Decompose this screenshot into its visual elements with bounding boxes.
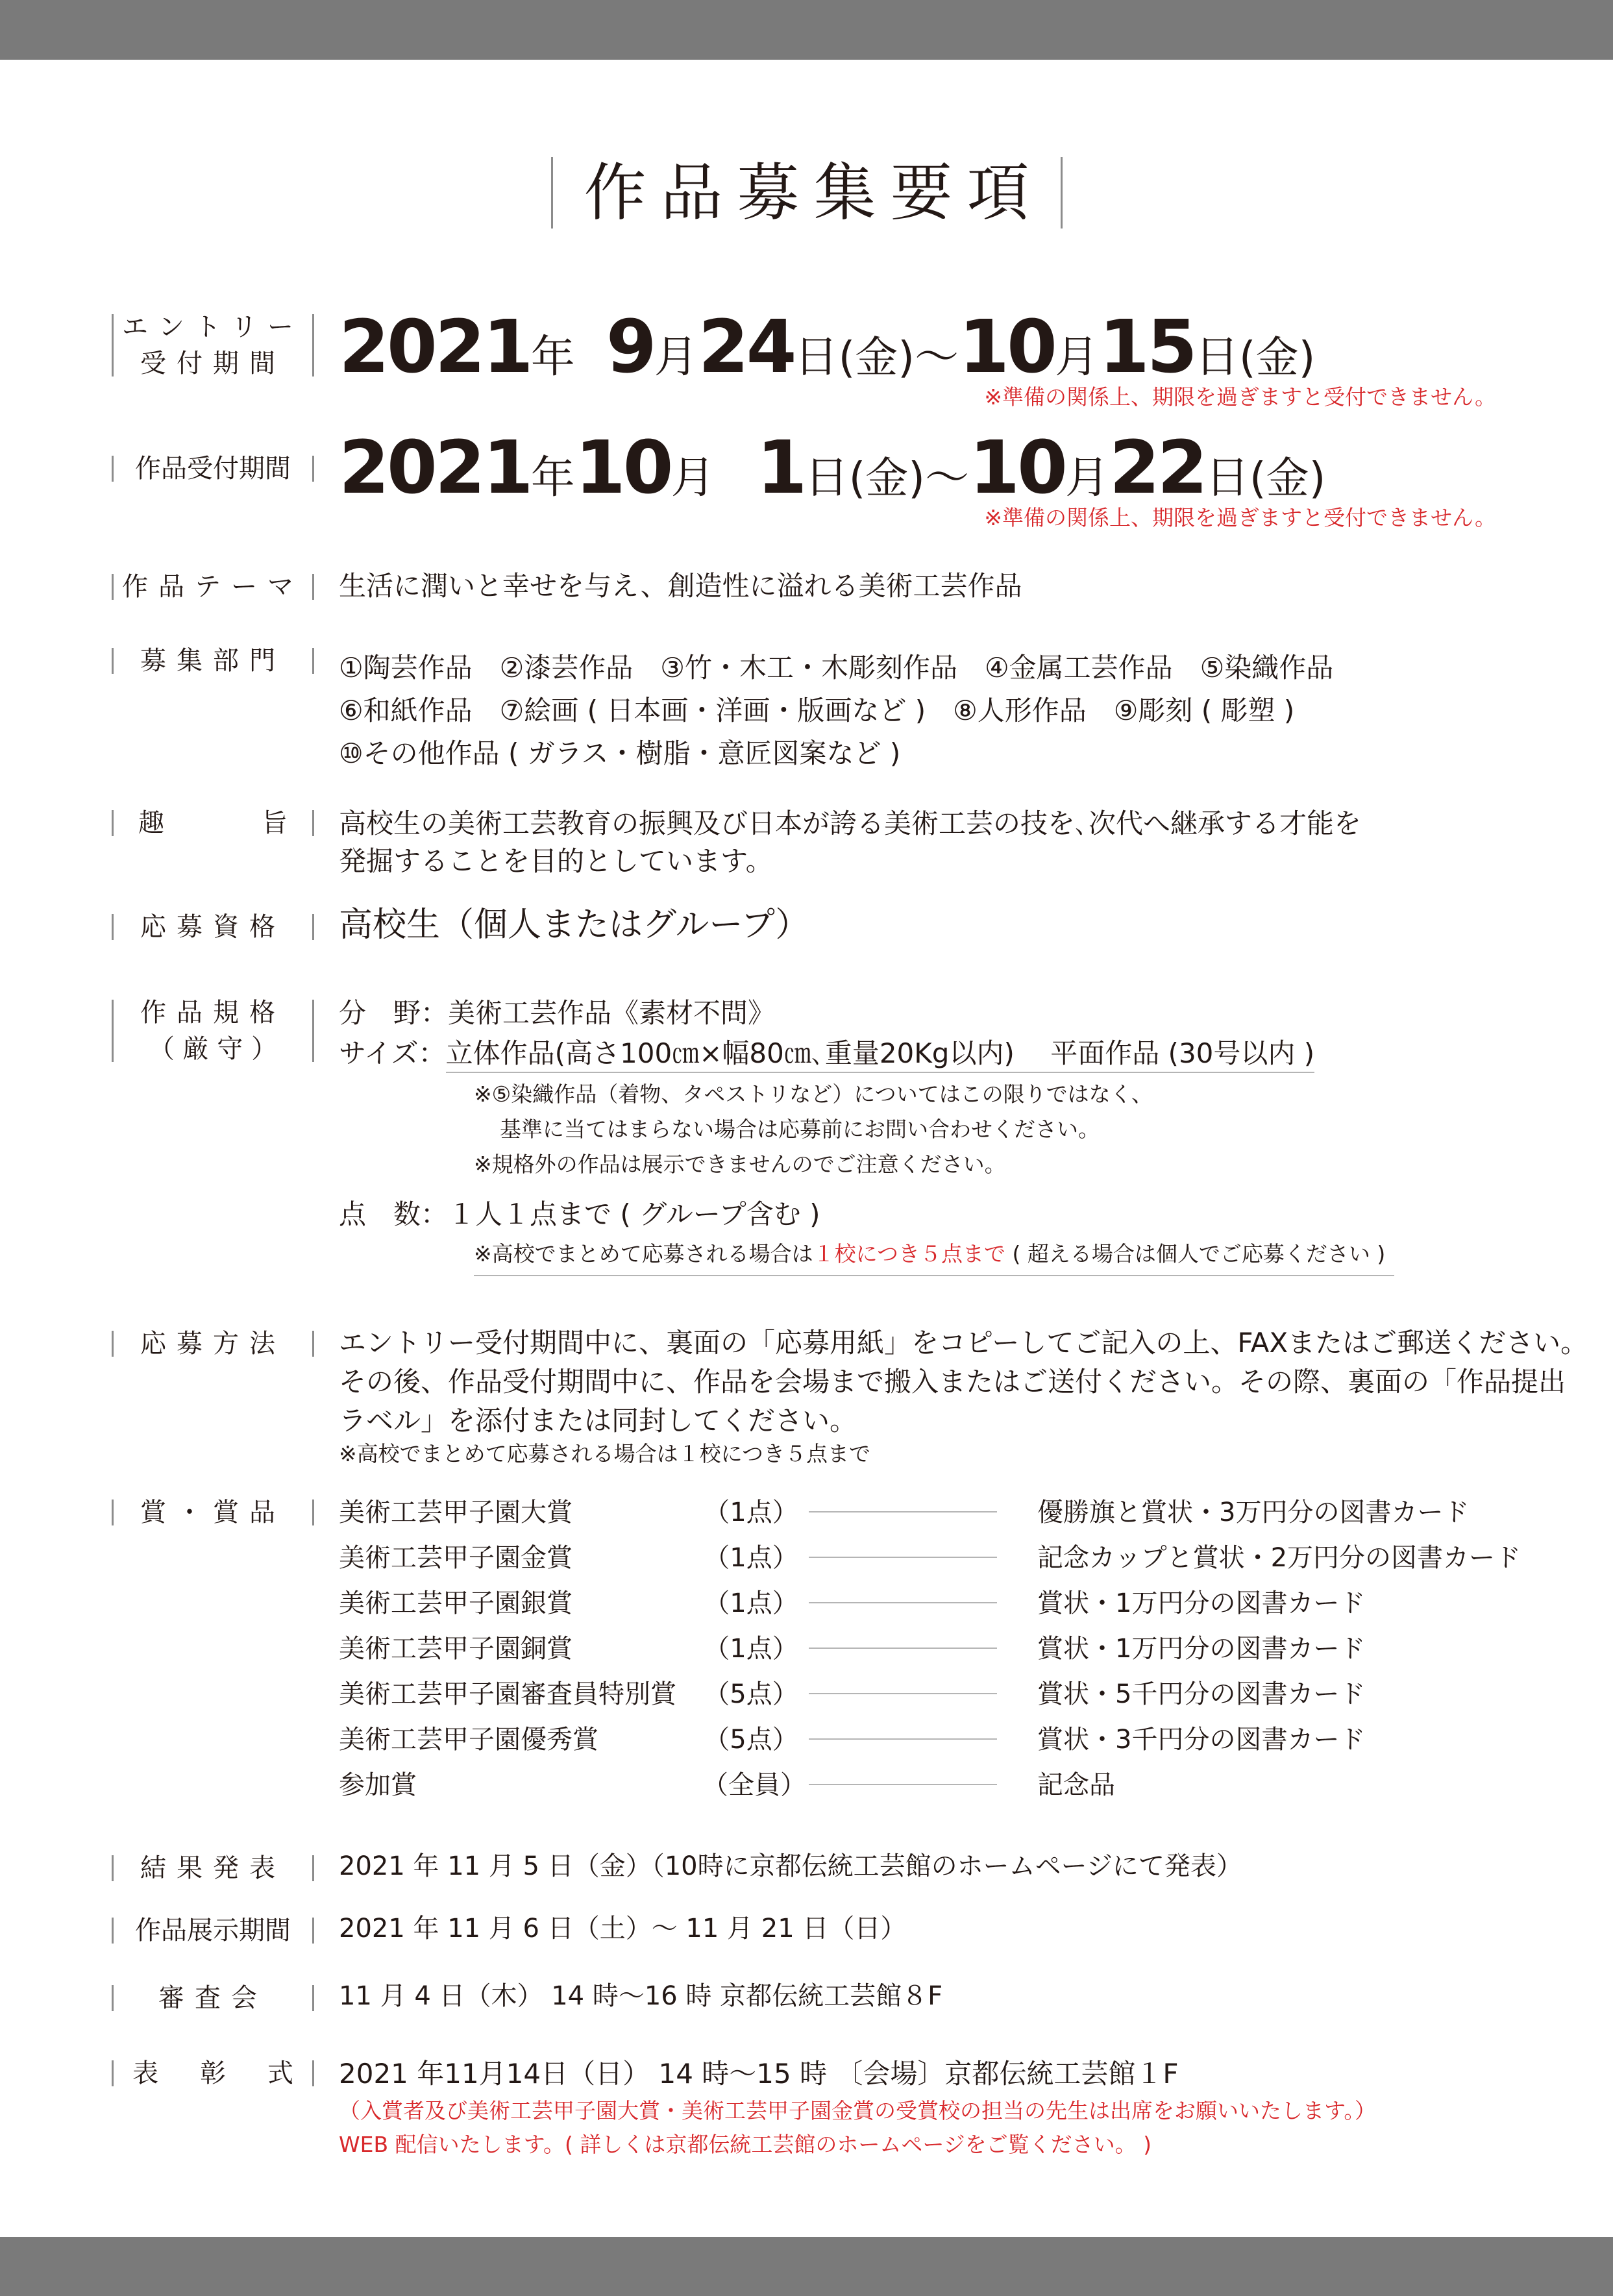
entry-weekday2: (金) bbox=[1238, 332, 1316, 382]
spec-field: 分 野：美術工芸作品《素材不問》 bbox=[339, 997, 776, 1029]
result-text: 2021 年 11 月 5 日（金）（10時に京都伝統工芸館のホームページにて発表） bbox=[339, 1851, 1242, 1881]
ceremony-label bbox=[112, 2055, 314, 2092]
prize-leader bbox=[809, 1693, 997, 1694]
spec-count-note-b: ( 超える場合は個人でご応募ください ) bbox=[1005, 1241, 1386, 1266]
receive-day2-unit: 日 bbox=[1205, 452, 1250, 504]
method-line1: エントリー受付期間中に、裏面の「応募用紙」をコピーしてご記入の上、FAXまたはご郵送ください。 bbox=[339, 1327, 1588, 1359]
prize-row bbox=[339, 1537, 1540, 1581]
prize-count: （5点） bbox=[704, 1725, 798, 1755]
prize-count: （1点） bbox=[704, 1634, 798, 1664]
theme-text: 生活に潤いと幸せを与え、創造性に溢れる美術工芸作品 bbox=[339, 570, 1022, 602]
spec-size-row bbox=[339, 1033, 1314, 1074]
receive-day2: 22 bbox=[1109, 426, 1205, 510]
prize-count: （全員） bbox=[702, 1770, 806, 1800]
ceremony-label-c: 式 bbox=[267, 2058, 293, 2088]
receive-day1: 1 bbox=[756, 426, 805, 510]
prize-row bbox=[339, 1628, 1540, 1672]
judging-label: 審査会 bbox=[112, 1980, 314, 2016]
entry-month1: 9 bbox=[606, 305, 654, 389]
exhibit-label: 作品展示期間 bbox=[112, 1912, 314, 1949]
entry-month2-unit: 月 bbox=[1054, 332, 1099, 383]
prize-row bbox=[339, 1719, 1540, 1763]
method-line2: その後、作品受付期間中に、作品を会場まで搬入またはご送付ください。その際、裏面の「作品提出 bbox=[339, 1366, 1566, 1398]
purpose-label-b: 旨 bbox=[262, 808, 288, 838]
bottom-bar bbox=[0, 2237, 1613, 2296]
method-note: ※高校でまとめて応募される場合は１校につき５点まで bbox=[339, 1441, 870, 1466]
category-line2: ⑥和紙作品 ⑦絵画 ( 日本画・洋画・版画など ) ⑧人形作品 ⑨彫刻 ( 彫塑 ) bbox=[339, 695, 1295, 726]
entry-year-unit: 年 bbox=[530, 332, 575, 383]
ceremony-label-a: 表 bbox=[132, 2058, 158, 2088]
spec-size-head: サイズ： bbox=[339, 1037, 446, 1069]
method-label: 応募方法 bbox=[112, 1326, 314, 1362]
prize-name: 美術工芸甲子園銀賞 bbox=[339, 1588, 573, 1618]
spec-label-line1: 作品規格 bbox=[140, 998, 286, 1028]
category-line3: ⑩その他作品 ( ガラス・樹脂・意匠図案など ) bbox=[339, 737, 901, 769]
prize-name: 美術工芸甲子園大賞 bbox=[339, 1498, 573, 1527]
prize-desc: 賞状・5千円分の図書カード bbox=[1037, 1679, 1366, 1709]
ceremony-note2: WEB 配信いたします。( 詳しくは京都伝統工芸館のホームページをご覧ください。 ) bbox=[339, 2132, 1152, 2157]
receive-month2: 10 bbox=[969, 426, 1065, 510]
entry-day1-unit: 日 bbox=[794, 332, 839, 383]
exhibit-text: 2021 年 11 月 6 日（土）～ 11 月 21 日（日） bbox=[339, 1914, 907, 1944]
entry-tilde: ～ bbox=[915, 332, 959, 383]
ceremony-text: 2021 年11月14日（日） 14 時～15 時 〔会場〕京都伝統工芸館１F bbox=[339, 2058, 1179, 2090]
method-line3: ラベル」を添付または同封してください。 bbox=[339, 1405, 857, 1437]
category-label: 募集部門 bbox=[112, 643, 314, 679]
receive-note: ※準備の関係上、期限を過ぎますと受付できません。 bbox=[984, 505, 1496, 530]
entry-note: ※準備の関係上、期限を過ぎますと受付できません。 bbox=[984, 384, 1496, 410]
spec-note1: ※⑤染織作品（着物、タペストリなど）についてはこの限りではなく、 bbox=[474, 1081, 1153, 1107]
prize-leader bbox=[809, 1602, 997, 1603]
prize-row bbox=[339, 1764, 1540, 1808]
prize-row bbox=[339, 1583, 1540, 1627]
result-label: 結果発表 bbox=[112, 1850, 314, 1886]
receive-year: 2021 bbox=[339, 426, 531, 510]
prize-name: 参加賞 bbox=[339, 1770, 417, 1800]
prize-name: 美術工芸甲子園審査員特別賞 bbox=[339, 1679, 676, 1709]
receive-month2-unit: 月 bbox=[1065, 452, 1109, 504]
entry-year: 2021 bbox=[339, 305, 531, 389]
purpose-label-a: 趣 bbox=[138, 808, 164, 838]
spec-count: 点 数：１人１点まで ( グループ含む ) bbox=[339, 1198, 820, 1230]
prize-desc: 賞状・1万円分の図書カード bbox=[1037, 1634, 1366, 1664]
entry-label-line2: 受付期間 bbox=[140, 349, 286, 378]
theme-label: 作品テーマ bbox=[112, 569, 314, 605]
prize-row bbox=[339, 1492, 1540, 1536]
ceremony-note1: （入賞者及び美術工芸甲子園大賞・美術工芸甲子園金賞の受賞校の担当の先生は出席をお願いいたします。） bbox=[339, 2098, 1376, 2123]
eligibility-text: 高校生（個人またはグループ） bbox=[339, 906, 809, 944]
spec-note2: 基準に当てはまらない場合は応募前にお問い合わせください。 bbox=[500, 1117, 1100, 1142]
purpose-label bbox=[112, 805, 314, 841]
prize-desc: 記念品 bbox=[1037, 1770, 1115, 1800]
entry-month2: 10 bbox=[959, 305, 1055, 389]
prize-count: （1点） bbox=[704, 1498, 798, 1527]
prize-desc: 賞状・1万円分の図書カード bbox=[1037, 1588, 1366, 1618]
receive-day1-unit: 日 bbox=[804, 452, 849, 504]
prize-row bbox=[339, 1673, 1540, 1718]
prize-leader bbox=[809, 1511, 997, 1512]
category-line1: ①陶芸作品 ②漆芸作品 ③竹・木工・木彫刻作品 ④金属工芸作品 ⑤染織作品 bbox=[339, 652, 1334, 684]
prize-count: （1点） bbox=[704, 1588, 798, 1618]
spec-count-note bbox=[474, 1237, 1394, 1276]
spec-count-note-a: ※高校でまとめて応募される場合は bbox=[474, 1241, 813, 1266]
prize-leader bbox=[809, 1784, 997, 1785]
receive-tilde: ～ bbox=[925, 452, 970, 504]
purpose-line1: 高校生の美術工芸教育の振興及び日本が誇る美術工芸の技を､次代へ継承する才能を bbox=[339, 808, 1362, 839]
prize-name: 美術工芸甲子園金賞 bbox=[339, 1543, 573, 1573]
prize-leader bbox=[809, 1648, 997, 1649]
spec-label bbox=[112, 994, 314, 1067]
prize-count: （1点） bbox=[704, 1543, 798, 1573]
entry-day2-unit: 日 bbox=[1194, 332, 1239, 383]
prize-count: （5点） bbox=[704, 1679, 798, 1709]
eligibility-label: 応募資格 bbox=[112, 909, 314, 945]
prizes-label: 賞・賞品 bbox=[112, 1494, 314, 1531]
prize-name: 美術工芸甲子園優秀賞 bbox=[339, 1725, 598, 1755]
receive-label bbox=[112, 451, 314, 487]
entry-day1: 24 bbox=[698, 305, 794, 389]
entry-month1-unit: 月 bbox=[654, 332, 698, 383]
spec-note3: ※規格外の作品は展示できませんのでご注意ください。 bbox=[474, 1152, 1006, 1177]
purpose-line2: 発掘することを目的としています。 bbox=[339, 845, 773, 877]
entry-weekday1: (金) bbox=[838, 332, 915, 382]
receive-month1-unit: 月 bbox=[671, 452, 715, 504]
receive-month1: 10 bbox=[574, 426, 671, 510]
receive-weekday2: (金) bbox=[1249, 453, 1326, 503]
entry-day2: 15 bbox=[1098, 305, 1195, 389]
judging-text: 11 月 4 日（木） 14 時～16 時 京都伝統工芸館８F bbox=[339, 1981, 943, 2011]
prize-desc: 賞状・3千円分の図書カード bbox=[1037, 1725, 1366, 1755]
ceremony-label-b: 彰 bbox=[200, 2058, 226, 2088]
entry-label-line1: エントリー bbox=[122, 312, 304, 342]
receive-weekday1: (金) bbox=[848, 453, 926, 503]
spec-label-line2: （ 厳 守 ） bbox=[148, 1034, 278, 1064]
receive-year-unit: 年 bbox=[530, 452, 575, 504]
title-wrap bbox=[0, 157, 1613, 228]
spec-count-note-red: １校につき５点まで bbox=[813, 1241, 1005, 1266]
prize-desc: 記念カップと賞状・2万円分の図書カード bbox=[1037, 1543, 1521, 1573]
receive-label-text: 作品受付期間 bbox=[135, 454, 291, 484]
prize-desc: 優勝旗と賞状・3万円分の図書カード bbox=[1037, 1498, 1470, 1527]
page-title: 作品募集要項 bbox=[551, 157, 1063, 228]
prize-leader bbox=[809, 1738, 997, 1740]
prize-leader bbox=[809, 1557, 997, 1558]
top-bar bbox=[0, 0, 1613, 60]
spec-size: 立体作品(高さ100㎝×幅80㎝､重量20Kg以内) 平面作品 (30号以内 ) bbox=[446, 1037, 1315, 1073]
entry-label bbox=[112, 309, 314, 382]
prize-name: 美術工芸甲子園銅賞 bbox=[339, 1634, 573, 1664]
